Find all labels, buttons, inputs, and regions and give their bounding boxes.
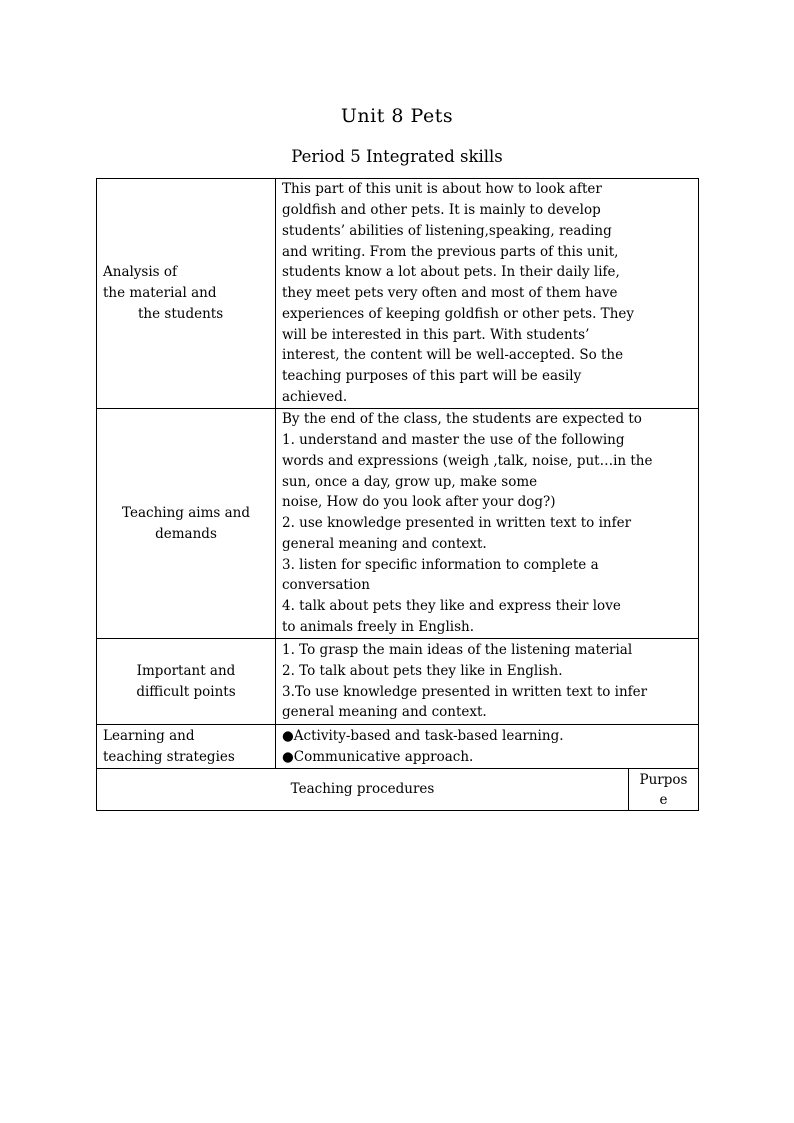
- aims-content-line: to animals freely in English.: [282, 619, 474, 636]
- analysis-label: [97, 179, 276, 409]
- lesson-plan-table: [96, 178, 699, 811]
- strategies-content-line: ●Communicative approach.: [282, 748, 474, 765]
- aims-content-line: 3. listen for specific information to complete a: [282, 556, 599, 573]
- aims-content-line: By the end of the class, the students are expected to: [282, 411, 642, 428]
- teaching-procedures-heading: Teaching procedures: [97, 769, 629, 811]
- aims-content-line: noise, How do you look after your dog?): [282, 494, 556, 511]
- document-title: Unit 8 Pets: [340, 105, 454, 127]
- analysis-row: [97, 179, 699, 409]
- points-content-line: 3.To use knowledge presented in written text to infer: [282, 683, 648, 700]
- document-subtitle: Period 5 Integrated skills: [291, 147, 503, 166]
- analysis-content-line: students’ abilities of listening,speaking, reading: [282, 222, 612, 239]
- points-content: [276, 639, 699, 725]
- strategies-label: [97, 725, 276, 769]
- analysis-content-line: they meet pets very often and most of them have: [282, 285, 618, 302]
- analysis-label-line: Analysis of: [103, 264, 178, 281]
- aims-row: [97, 409, 699, 639]
- aims-content-line: general meaning and context.: [282, 535, 487, 552]
- analysis-content-line: and writing. From the previous parts of this unit,: [282, 243, 619, 260]
- aims-content-line: words and expressions (weigh ,talk, noise, put…in the: [282, 452, 653, 469]
- analysis-content-line: will be interested in this part. With students’: [282, 326, 590, 343]
- aims-label-line: Teaching aims and: [122, 504, 250, 521]
- strategies-label-line: Learning and: [103, 727, 195, 744]
- purpose-heading-line: e: [659, 791, 668, 808]
- points-label: [97, 639, 276, 725]
- analysis-content: [276, 179, 699, 409]
- points-content-line: 2. To talk about pets they like in English.: [282, 662, 563, 679]
- analysis-content-line: students know a lot about pets. In their daily life,: [282, 264, 620, 281]
- aims-content: [276, 409, 699, 639]
- analysis-content-line: goldfish and other pets. It is mainly to develop: [282, 201, 601, 218]
- aims-content-line: 2. use knowledge presented in written text to infer: [282, 515, 632, 532]
- strategies-row: [97, 725, 699, 769]
- points-label-line: difficult points: [136, 683, 236, 700]
- purpose-heading-line: Purpos: [639, 771, 688, 788]
- aims-content-line: sun, once a day, grow up, make some: [282, 473, 538, 490]
- analysis-content-line: experiences of keeping goldfish or other pets. They: [282, 305, 635, 322]
- aims-label: [97, 409, 276, 639]
- strategies-label-line: teaching strategies: [103, 748, 235, 765]
- aims-content-line: 4. talk about pets they like and express their love: [282, 598, 621, 615]
- analysis-content-line: interest, the content will be well-accepted. So the: [282, 347, 624, 364]
- analysis-label-line: the students: [138, 305, 224, 322]
- aims-content-line: 1. understand and master the use of the following: [282, 431, 625, 448]
- purpose-heading: [629, 769, 699, 811]
- analysis-content-line: achieved.: [282, 389, 348, 406]
- analysis-label-line: the material and: [103, 285, 217, 302]
- strategies-content-line: ●Activity-based and task-based learning.: [282, 727, 564, 744]
- points-content-line: general meaning and context.: [282, 704, 487, 721]
- analysis-content-line: teaching purposes of this part will be easily: [282, 368, 582, 385]
- aims-label-line: demands: [155, 525, 217, 542]
- aims-content-line: conversation: [282, 577, 370, 594]
- analysis-content-line: This part of this unit is about how to look after: [282, 181, 602, 198]
- points-row: [97, 639, 699, 725]
- strategies-content: [276, 725, 699, 769]
- procedures-header-row: [97, 769, 699, 811]
- points-content-line: 1. To grasp the main ideas of the listening material: [282, 641, 633, 658]
- points-label-line: Important and: [136, 662, 236, 679]
